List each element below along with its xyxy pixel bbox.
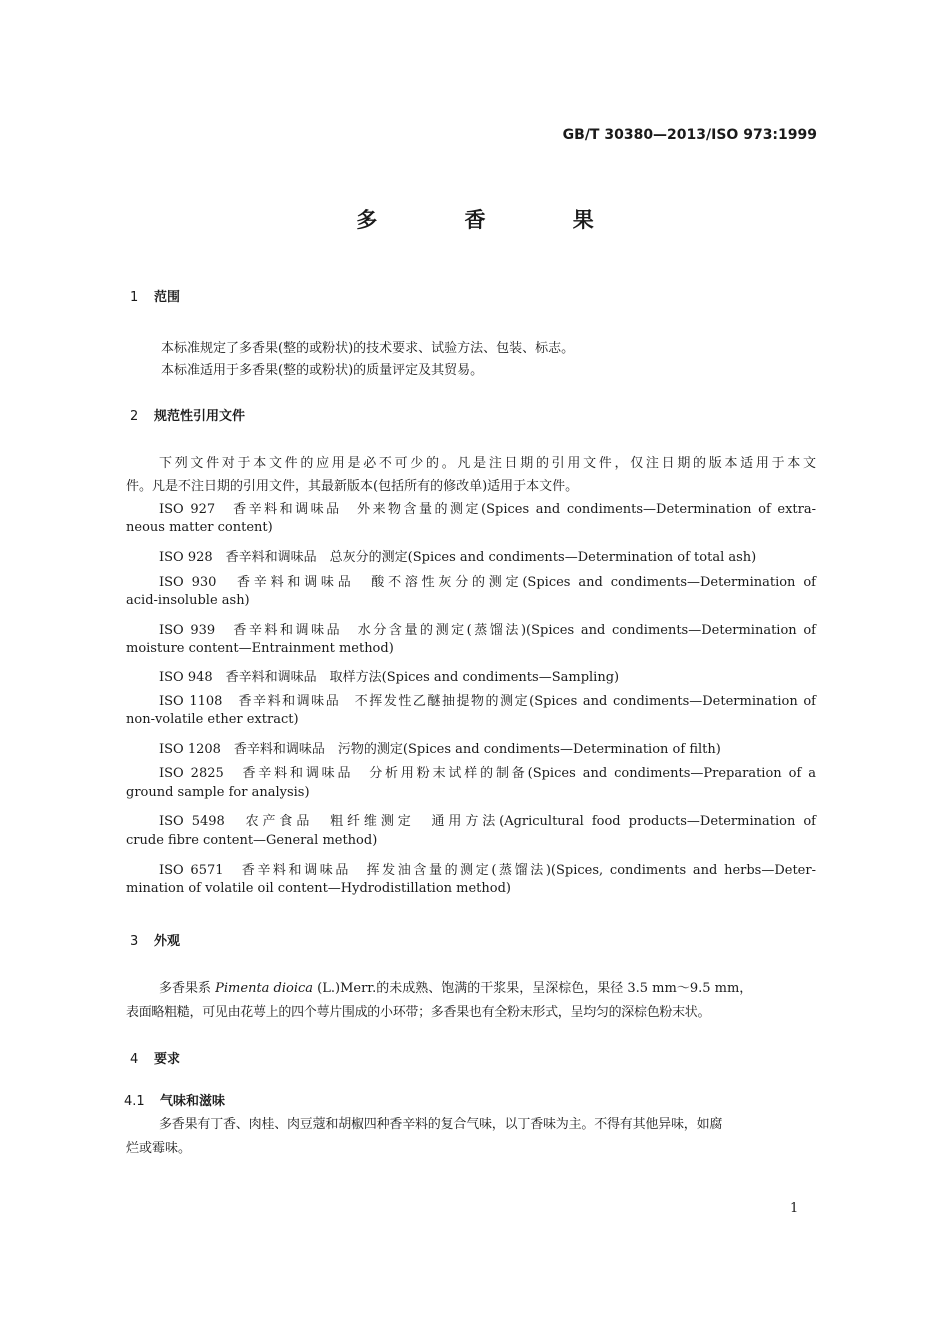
reference-continuation: acid-insoluble ash) — [126, 593, 250, 608]
section-title: 规范性引用文件 — [154, 409, 246, 424]
paragraph-line — [159, 977, 816, 996]
section-number: 1 — [130, 290, 139, 305]
text-segment: 多香果系 — [159, 981, 216, 996]
paragraph-line: 烂或霉味。 — [126, 1141, 192, 1156]
subsection-number: 4.1 — [124, 1094, 145, 1109]
standard-number: GB/T 30380—2013/ISO 973:1999 — [562, 127, 817, 143]
paragraph: 本标准规定了多香果(整的或粉状)的技术要求、试验方法、包装、标志。 — [161, 341, 575, 356]
reference-continuation: non-volatile ether extract) — [126, 712, 299, 727]
paragraph-line: 下列文件对于本文件的应用是必不可少的。凡是注日期的引用文件，仅注日期的版本适用于本文 — [159, 456, 816, 471]
reference-item: ISO 5498 农产食品 粗纤维测定 通用方法(Agricultural food products—Determination of — [159, 814, 816, 829]
section-2-heading — [130, 405, 245, 424]
reference-continuation: mination of volatile oil content—Hydrodistillation method) — [126, 881, 511, 896]
section-4-heading — [130, 1048, 180, 1067]
section-number: 3 — [130, 934, 139, 949]
text-segment: (L.)Merr.的未成熟、饱满的干浆果，呈深棕色，果径 3.5 mm～9.5 mm， — [313, 981, 753, 996]
section-title: 要求 — [154, 1052, 181, 1067]
reference-item: ISO 1108 香辛料和调味品 不挥发性乙醚抽提物的测定(Spices and condiments—Determination of — [159, 694, 816, 709]
reference-item: ISO 1208 香辛料和调味品 污物的测定(Spices and condiments—Determination of filth) — [159, 742, 721, 757]
paragraph-line: 多香果有丁香、肉桂、肉豆蔻和胡椒四种香辛料的复合气味，以丁香味为主。不得有其他异味，如腐 — [159, 1117, 723, 1132]
section-number: 2 — [130, 409, 139, 424]
paragraph: 本标准适用于多香果(整的或粉状)的质量评定及其贸易。 — [161, 363, 484, 378]
subsection-title: 气味和滋味 — [160, 1094, 226, 1109]
reference-item: ISO 939 香辛料和调味品 水分含量的测定(蒸馏法)(Spices and condiments—Determination of — [159, 623, 816, 638]
reference-item: ISO 927 香辛料和调味品 外来物含量的测定(Spices and condiments—Determination of extra- — [159, 502, 816, 517]
paragraph-line: 件。凡是不注日期的引用文件，其最新版本(包括所有的修改单)适用于本文件。 — [126, 479, 579, 494]
section-title: 外观 — [154, 934, 181, 949]
subsection-4-1-heading — [124, 1090, 225, 1109]
section-3-heading — [130, 930, 180, 949]
reference-continuation: moisture content—Entrainment method) — [126, 641, 394, 656]
reference-item: ISO 928 香辛料和调味品 总灰分的测定(Spices and condiments—Determination of total ash) — [159, 550, 757, 565]
reference-item: ISO 2825 香辛料和调味品 分析用粉末试样的制备(Spices and condiments—Preparation of a — [159, 766, 816, 781]
reference-continuation: crude fibre content—General method) — [126, 833, 378, 848]
section-title: 范围 — [154, 290, 181, 305]
section-1-heading — [130, 286, 180, 305]
reference-continuation: ground sample for analysis) — [126, 785, 310, 800]
page-number: 1 — [790, 1201, 799, 1216]
reference-item: ISO 6571 香辛料和调味品 挥发油含量的测定(蒸馏法)(Spices, condiments and herbs—Deter- — [159, 863, 816, 878]
reference-item: ISO 930 香辛料和调味品 酸不溶性灰分的测定(Spices and condiments—Determination of — [159, 575, 816, 590]
section-number: 4 — [130, 1052, 139, 1067]
reference-continuation: neous matter content) — [126, 520, 273, 535]
latin-species-name: Pimenta dioica — [215, 981, 314, 996]
reference-item: ISO 948 香辛料和调味品 取样方法(Spices and condiments—Sampling) — [159, 670, 620, 685]
paragraph-line: 表面略粗糙，可见由花萼上的四个萼片围成的小环带；多香果也有全粉末形式，呈均匀的深棕色粉末状。 — [126, 1005, 711, 1020]
page-title: 多 香 果 — [356, 208, 634, 232]
